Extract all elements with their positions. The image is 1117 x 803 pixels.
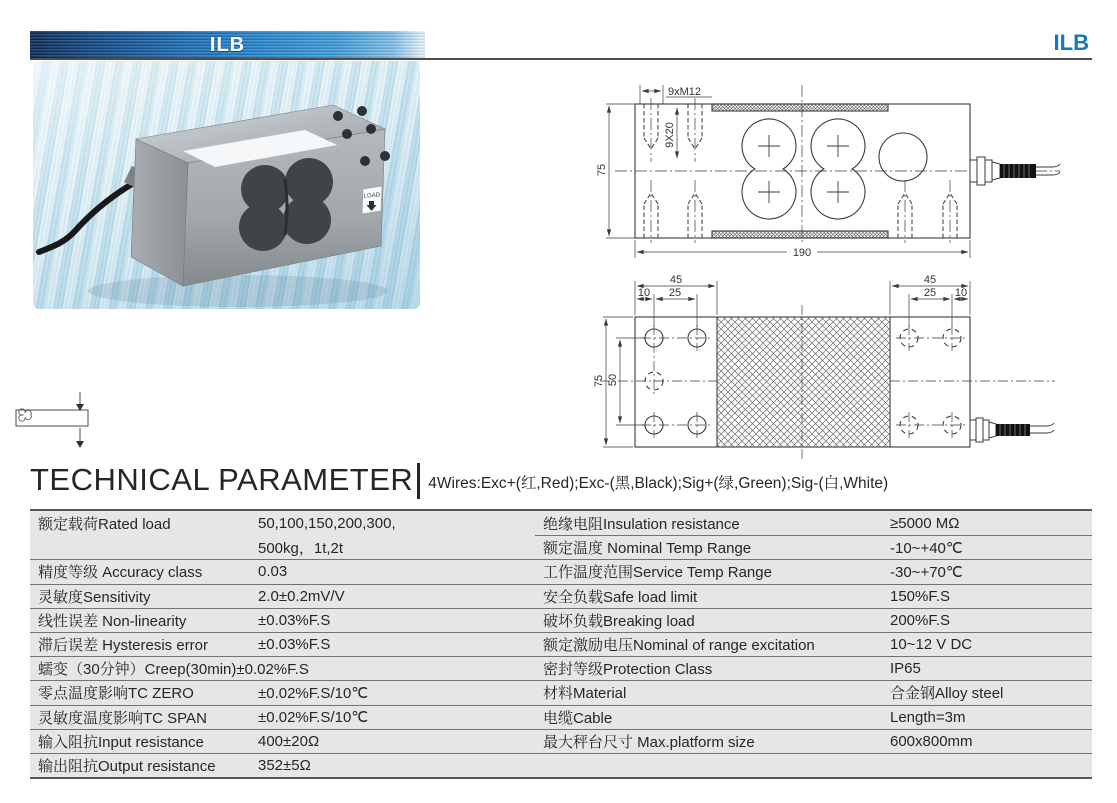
table-row bbox=[535, 535, 1092, 559]
load-sticker-text: LOAD bbox=[363, 192, 381, 200]
spec-value: 352±5Ω bbox=[258, 756, 311, 774]
load-cell-end-face bbox=[131, 139, 188, 286]
spec-label: 精度等级 Accuracy class bbox=[38, 564, 203, 582]
spec-table-right bbox=[535, 511, 1092, 777]
spec-value: IP65 bbox=[890, 660, 921, 678]
cable bbox=[39, 181, 137, 252]
table-row bbox=[30, 535, 535, 559]
table-row bbox=[535, 608, 1092, 632]
spec-value: 500kg，1t,2t bbox=[258, 539, 344, 557]
dim-9xM12: 9xM12 bbox=[668, 86, 702, 98]
spec-value: ±0.02%F.S/10℃ bbox=[258, 709, 369, 727]
table-row bbox=[30, 559, 535, 583]
model-banner bbox=[30, 31, 425, 59]
spec-label: 滞后误差 Hysteresis error bbox=[38, 637, 209, 655]
dim-45-right: 45 bbox=[923, 274, 937, 286]
dim-25-left: 25 bbox=[668, 287, 682, 299]
drawing-side-view bbox=[590, 75, 1080, 270]
table-row bbox=[535, 584, 1092, 608]
spec-value: ±0.03%F.S bbox=[258, 611, 331, 629]
table-row bbox=[30, 705, 535, 729]
wiring-note: 4Wires:Exc+(红,Red);Exc-(黑,Black);Sig+(绿,Green);Sig-(白,White) bbox=[428, 475, 889, 492]
spec-label: 材料Material bbox=[543, 685, 627, 703]
spec-label: 零点温度影响TC ZERO bbox=[38, 685, 194, 703]
spec-label: 最大秤台尺寸 Max.platform size bbox=[543, 733, 755, 751]
dim-9X20: 9X20 bbox=[664, 122, 676, 148]
table-row bbox=[30, 753, 535, 777]
title-divider-bar bbox=[417, 463, 420, 499]
spec-label: 灵敏度温度影响TC SPAN bbox=[38, 709, 207, 727]
table-row bbox=[30, 511, 535, 535]
spec-value: Length=3m bbox=[890, 708, 966, 726]
dim-75-top-view: 75 bbox=[593, 374, 605, 388]
table-row bbox=[535, 656, 1092, 680]
banner-title: ILB bbox=[209, 33, 246, 56]
photo-shadow bbox=[88, 275, 388, 307]
header-model-label: ILB bbox=[1053, 30, 1089, 55]
spec-label: 额定激励电压Nominal of range excitation bbox=[543, 637, 815, 655]
spec-value: ±0.03%F.S bbox=[258, 636, 331, 654]
section-title: TECHNICAL PARAMETER bbox=[30, 462, 414, 497]
spec-value: 合金钢Alloy steel bbox=[890, 685, 1004, 703]
dim-190: 190 bbox=[792, 247, 812, 259]
cable-gland-top bbox=[970, 418, 1054, 442]
table-row bbox=[535, 559, 1092, 583]
table-row bbox=[535, 729, 1092, 753]
spec-label: 输出阻抗Output resistance bbox=[38, 757, 216, 775]
table-row bbox=[30, 656, 535, 680]
spec-value: 2.0±0.2mV/V bbox=[258, 587, 345, 605]
dim-45-left: 45 bbox=[669, 274, 683, 286]
spec-label: 破坏负载Breaking load bbox=[543, 612, 695, 630]
spec-label: 密封等级Protection Class bbox=[543, 661, 713, 679]
table-row bbox=[535, 705, 1092, 729]
spec-value: -30~+70℃ bbox=[890, 563, 963, 581]
dim-25-right: 25 bbox=[923, 287, 937, 299]
spec-table bbox=[30, 509, 1092, 779]
table-row bbox=[535, 753, 1092, 777]
spec-label: 输入阻抗Input resistance bbox=[38, 733, 204, 751]
spec-label: 线性误差 Non-linearity bbox=[38, 612, 187, 630]
spec-combined: 蠕变（30分钟）Creep(30min)±0.02%F.S bbox=[38, 661, 309, 679]
spec-value: ≥5000 MΩ bbox=[890, 514, 960, 532]
dim-50: 50 bbox=[607, 373, 619, 387]
spec-value: 200%F.S bbox=[890, 611, 951, 629]
table-row bbox=[30, 608, 535, 632]
dim-10-right: 10 bbox=[954, 287, 968, 299]
spec-value: 150%F.S bbox=[890, 587, 951, 605]
table-row bbox=[30, 729, 535, 753]
spec-label: 额定温度 Nominal Temp Range bbox=[543, 540, 752, 558]
table-row bbox=[535, 511, 1092, 535]
spec-value: ±0.02%F.S/10℃ bbox=[258, 684, 369, 702]
spec-value: 0.03 bbox=[258, 563, 288, 581]
load-direction-icon bbox=[0, 388, 100, 458]
load-cell-illustration bbox=[33, 61, 420, 309]
spec-label: 绝缘电阻Insulation resistance bbox=[543, 515, 740, 533]
dim-10-left: 10 bbox=[637, 287, 651, 299]
technical-parameter-header bbox=[30, 463, 1092, 495]
spec-value: 50,100,150,200,300, bbox=[258, 514, 396, 532]
table-row bbox=[30, 680, 535, 704]
spec-label: 额定载荷Rated load bbox=[38, 515, 171, 533]
table-row bbox=[535, 632, 1092, 656]
header-rule bbox=[30, 58, 1092, 60]
table-row bbox=[535, 680, 1092, 704]
spec-value: 10~12 V DC bbox=[890, 636, 973, 654]
spec-label: 安全负载Safe load limit bbox=[543, 588, 698, 606]
spec-value: 400±20Ω bbox=[258, 732, 320, 750]
spec-value: 600x800mm bbox=[890, 732, 973, 750]
table-row bbox=[30, 584, 535, 608]
spec-table-left bbox=[30, 511, 535, 777]
spec-label: 灵敏度Sensitivity bbox=[38, 588, 151, 606]
table-row bbox=[30, 632, 535, 656]
load-sticker bbox=[362, 186, 382, 214]
spec-label: 电缆Cable bbox=[543, 709, 613, 727]
product-photo bbox=[33, 61, 420, 309]
top-view-body bbox=[635, 317, 970, 447]
spec-value: -10~+40℃ bbox=[890, 539, 963, 557]
dim-75: 75 bbox=[596, 163, 608, 177]
spec-label: 工作温度范围Service Temp Range bbox=[543, 564, 772, 582]
drawing-top-view bbox=[590, 270, 1080, 470]
